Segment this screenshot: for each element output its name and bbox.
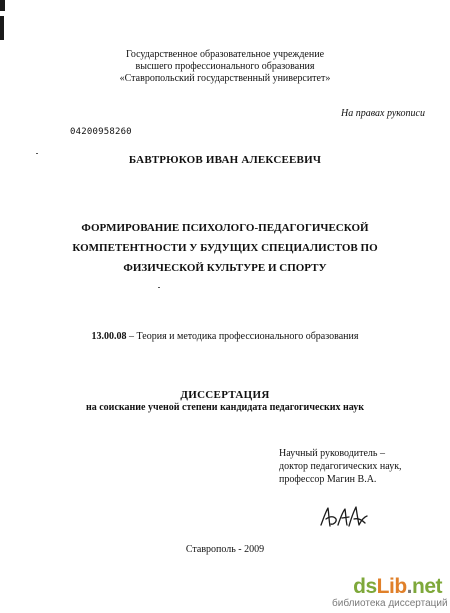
dissertation-subtitle: на соискание ученой степени кандидата педагогических наук	[85, 402, 364, 413]
dissertation-title	[0, 218, 450, 278]
watermark-logo: dsLib.net	[353, 575, 442, 598]
specialty	[0, 331, 450, 342]
scan-edge-mark	[0, 16, 4, 40]
organization-line: высшего профессионального образования	[135, 61, 315, 72]
scan-speck	[36, 153, 38, 154]
title-line: КОМПЕТЕНТНОСТИ У БУДУЩИХ СПЕЦИАЛИСТОВ ПО	[72, 242, 378, 254]
title-line: ФИЗИЧЕСКОЙ КУЛЬТУРЕ И СПОРТУ	[123, 262, 327, 274]
library-code: 04200958260	[70, 127, 132, 137]
city-and-year: Ставрополь - 2009	[185, 544, 265, 555]
specialty-name: – Теория и методика профессионального образования	[126, 331, 359, 342]
watermark-subtitle: библиотека диссертаций	[332, 598, 448, 609]
scan-speck	[158, 287, 160, 288]
adviser-line: доктор педагогических наук,	[279, 461, 402, 472]
scientific-adviser	[279, 447, 402, 486]
organization-line: Государственное образовательное учреждение	[125, 49, 325, 60]
manuscript-rights-note: На правах рукописи	[341, 108, 425, 119]
dissertation-heading: ДИССЕРТАЦИЯ	[180, 389, 270, 401]
scan-edge-mark	[0, 0, 5, 11]
title-line: ФОРМИРОВАНИЕ ПСИХОЛОГО-ПЕДАГОГИЧЕСКОЙ	[81, 222, 369, 234]
specialty-code: 13.00.08	[91, 331, 127, 342]
adviser-line: Научный руководитель –	[279, 448, 385, 459]
organization-block	[0, 49, 450, 85]
dslib-watermark	[332, 575, 448, 609]
organization-line: «Ставропольский государственный университет»	[119, 73, 331, 84]
author-name: БАВТРЮКОВ ИВАН АЛЕКСЕЕВИЧ	[128, 154, 322, 166]
adviser-line: профессор Магин В.А.	[279, 474, 377, 485]
handwritten-signature	[318, 499, 370, 533]
